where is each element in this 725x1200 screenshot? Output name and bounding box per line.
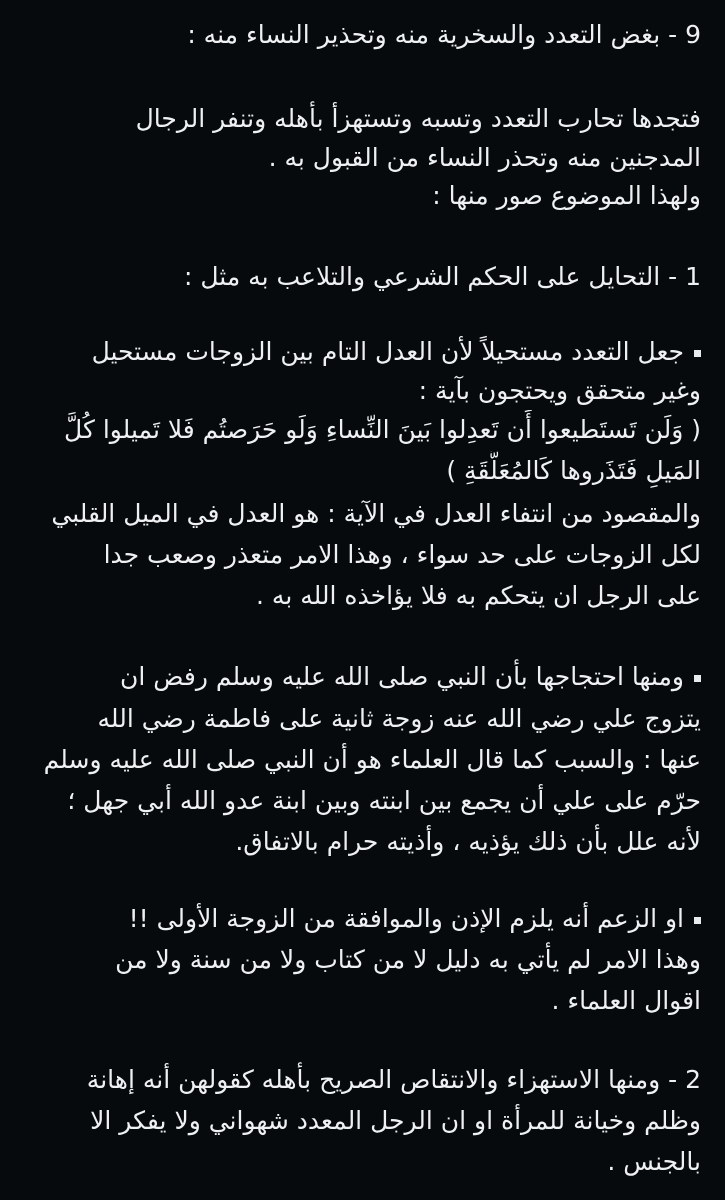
paragraph-line: والمقصود من انتفاء العدل في الآية : هو العدل في الميل القلبي (51, 499, 701, 528)
bullet-line: او الزعم أنه يلزم الإذن والموافقة من الزوجة الأولى !! (128, 904, 684, 933)
bullet-item-2 (18, 657, 701, 697)
subsection-1-heading: 1 - التحايل على الحكم الشرعي والتلاعب به مثل : (183, 262, 701, 291)
paragraph-line: لأنه علل بأن ذلك يؤذيه ، وأذيته حرام بالاتفاق. (235, 827, 701, 856)
paragraph-line: حرّم على علي أن يجمع بين ابنته وبين ابنة عدو الله أبي جهل ؛ (67, 786, 701, 815)
section-9-heading: 9 - بغض التعدد والسخرية منه وتحذير النساء منه : (187, 20, 701, 49)
paragraph-line: لكل الزوجات على حد سواء ، وهذا الامر متعذر وصعب جدا (103, 540, 701, 569)
paragraph-line: عنها : والسبب كما قال العلماء هو أن النبي صلى الله عليه وسلم (43, 745, 701, 774)
paragraph-line: فتجدها تحارب التعدد وتسبه وتستهزأ بأهله وتنفر الرجال (135, 104, 701, 133)
paragraph-line: على الرجل ان يتحكم به فلا يؤاخذه الله به . (256, 581, 701, 610)
bullet-icon (694, 675, 701, 682)
paragraph-line: وهذا الامر لم يأتي به دليل لا من كتاب ولا من سنة ولا من (115, 945, 701, 974)
paragraph-line: ولهذا الموضوع صور منها : (432, 181, 701, 210)
quran-verse-line: المَيلِ فَتَذَروها كَالمُعَلَّقَةِ ) (446, 456, 701, 485)
paragraph-line: المدجنين منه وتحذر النساء من القبول به . (268, 143, 701, 172)
paragraph-line: وظلم وخيانة للمرأة او ان الرجل المعدد شهواني ولا يفكر الا (90, 1106, 701, 1135)
paragraph-line: يتزوج علي رضي الله عنه زوجة ثانية على فاطمة رضي الله (97, 704, 701, 733)
bullet-icon (694, 350, 701, 357)
bullet-icon (694, 917, 701, 924)
paragraph-line: بالجنس . (607, 1147, 701, 1176)
paragraph-line: وغير متحقق ويحتجون بآية : (418, 376, 701, 405)
bullet-item-3 (18, 899, 701, 939)
bullet-item-1 (18, 332, 701, 372)
bullet-line: جعل التعدد مستحيلاً لأن العدل التام بين الزوجات مستحيل (91, 337, 684, 366)
quran-verse-line: ( وَلَن تَستَطيعوا أَن تَعدِلوا بَينَ النِّساءِ وَلَو حَرَصتُم فَلا تَميلوا كُلَّ (64, 415, 701, 444)
subsection-2-heading: 2 - ومنها الاستهزاء والانتقاص الصريح بأهله كقولهن أنه إهانة (86, 1065, 701, 1094)
paragraph-line: اقوال العلماء . (551, 986, 701, 1015)
bullet-line: ومنها احتجاجها بأن النبي صلى الله عليه وسلم رفض ان (119, 662, 684, 691)
